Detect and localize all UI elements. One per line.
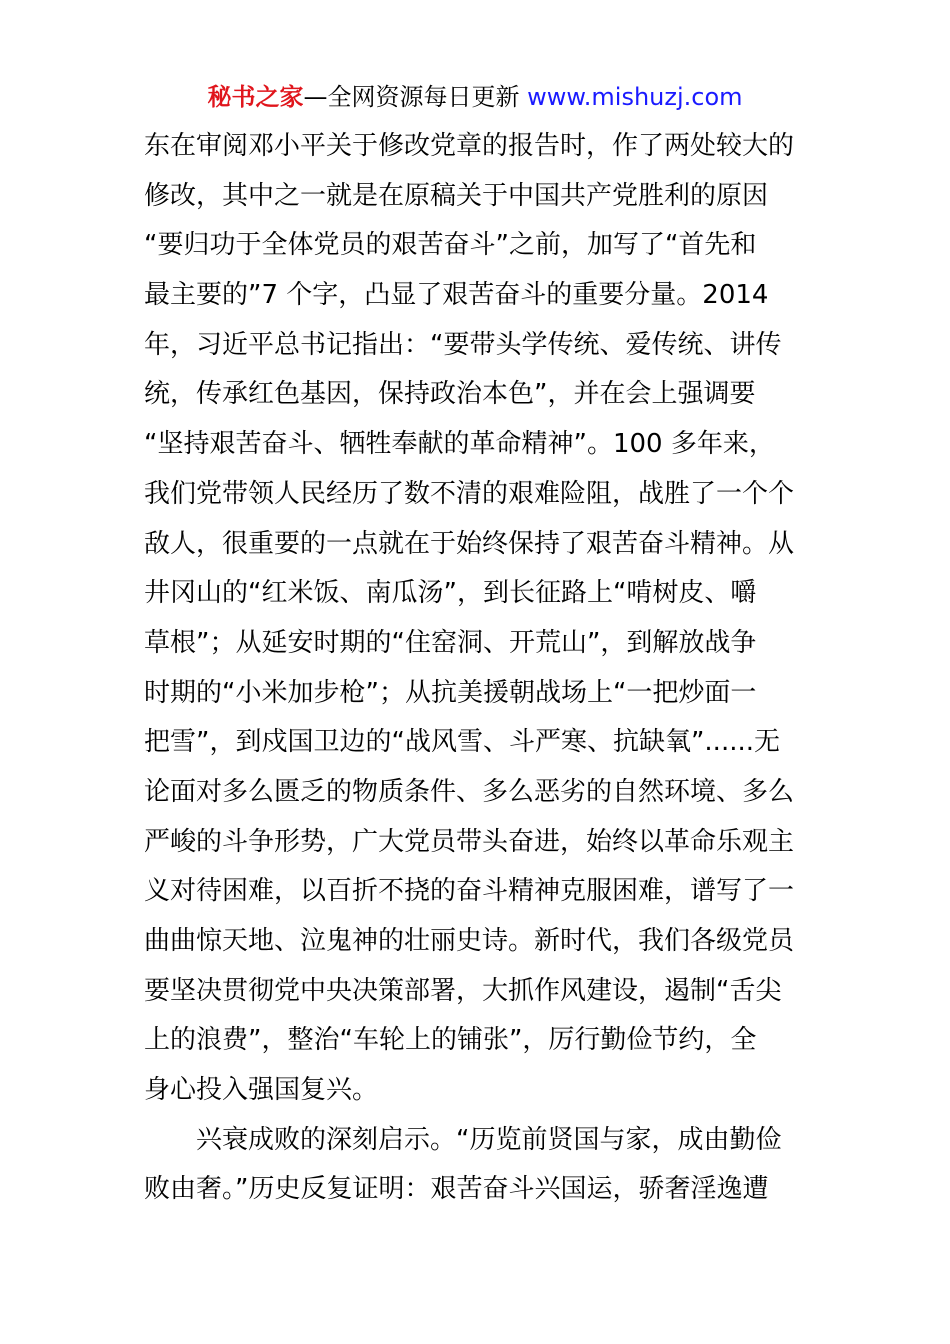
paragraph-start-line: 兴衰成败的深刻启示。“历览前贤国与家，成由勤俭 <box>196 1124 782 1155</box>
document-body <box>144 122 810 1215</box>
text-line: “要归功于全体党员的艰苦奋斗”之前，加写了“首先和 <box>144 230 757 261</box>
header-tagline: —全网资源每日更新 <box>303 83 520 111</box>
text-line: 东在审阅邓小平关于修改党章的报告时，作了两处较大的 <box>144 131 795 161</box>
text-line: 要坚决贯彻党中央决策部署，大抓作风建设，遏制“舌尖 <box>144 975 782 1006</box>
text-line: 义对待困难，以百折不挠的奋斗精神克服困难，谱写了一 <box>144 876 795 907</box>
text-line: 井冈山的“红米饭、南瓜汤”，到长征路上“啃树皮、嚼 <box>144 578 757 609</box>
text-line: 败由奢。”历史反复证明：艰苦奋斗兴国运，骄奢淫逸遭 <box>144 1174 769 1205</box>
brand-name[interactable]: 秘书之家 <box>207 83 304 111</box>
page-header <box>0 80 950 114</box>
text-line: 我们党带领人民经历了数不清的艰难险阻，战胜了一个个 <box>144 478 795 509</box>
text-line: 修改，其中之一就是在原稿关于中国共产党胜利的原因 <box>144 180 769 211</box>
text-line: 草根”；从延安时期的“住窑洞、开荒山”，到解放战争 <box>144 627 757 658</box>
text-line: “坚持艰苦奋斗、牺牲奉献的革命精神”。100 多年来， <box>144 429 775 460</box>
text-line: 年，习近平总书记指出：“要带头学传统、爱传统、讲传 <box>144 329 782 360</box>
text-line: 最主要的”7 个字，凸显了艰苦奋斗的重要分量。2014 <box>144 280 769 311</box>
text-line: 敌人，很重要的一点就在于始终保持了艰苦奋斗精神。从 <box>144 528 795 559</box>
text-line: 论面对多么匮乏的物质条件、多么恶劣的自然环境、多么 <box>144 776 795 807</box>
text-line: 时期的“小米加步枪”；从抗美援朝战场上“一把炒面一 <box>144 677 757 708</box>
text-line: 严峻的斗争形势，广大党员带头奋进，始终以革命乐观主 <box>144 826 795 857</box>
text-line: 统，传承红色基因，保持政治本色”，并在会上强调要 <box>144 379 756 410</box>
text-line: 上的浪费”，整治“车轮上的铺张”，厉行勤俭节约，全 <box>144 1025 757 1056</box>
website-link[interactable]: www.mishuzj.com <box>527 83 743 111</box>
text-line: 身心投入强国复兴。 <box>144 1075 379 1106</box>
text-line: 曲曲惊天地、泣鬼神的壮丽史诗。新时代，我们各级党员 <box>144 926 795 956</box>
text-line: 把雪”，到戍国卫边的“战风雪、斗严寒、抗缺氧”......无 <box>144 727 780 758</box>
